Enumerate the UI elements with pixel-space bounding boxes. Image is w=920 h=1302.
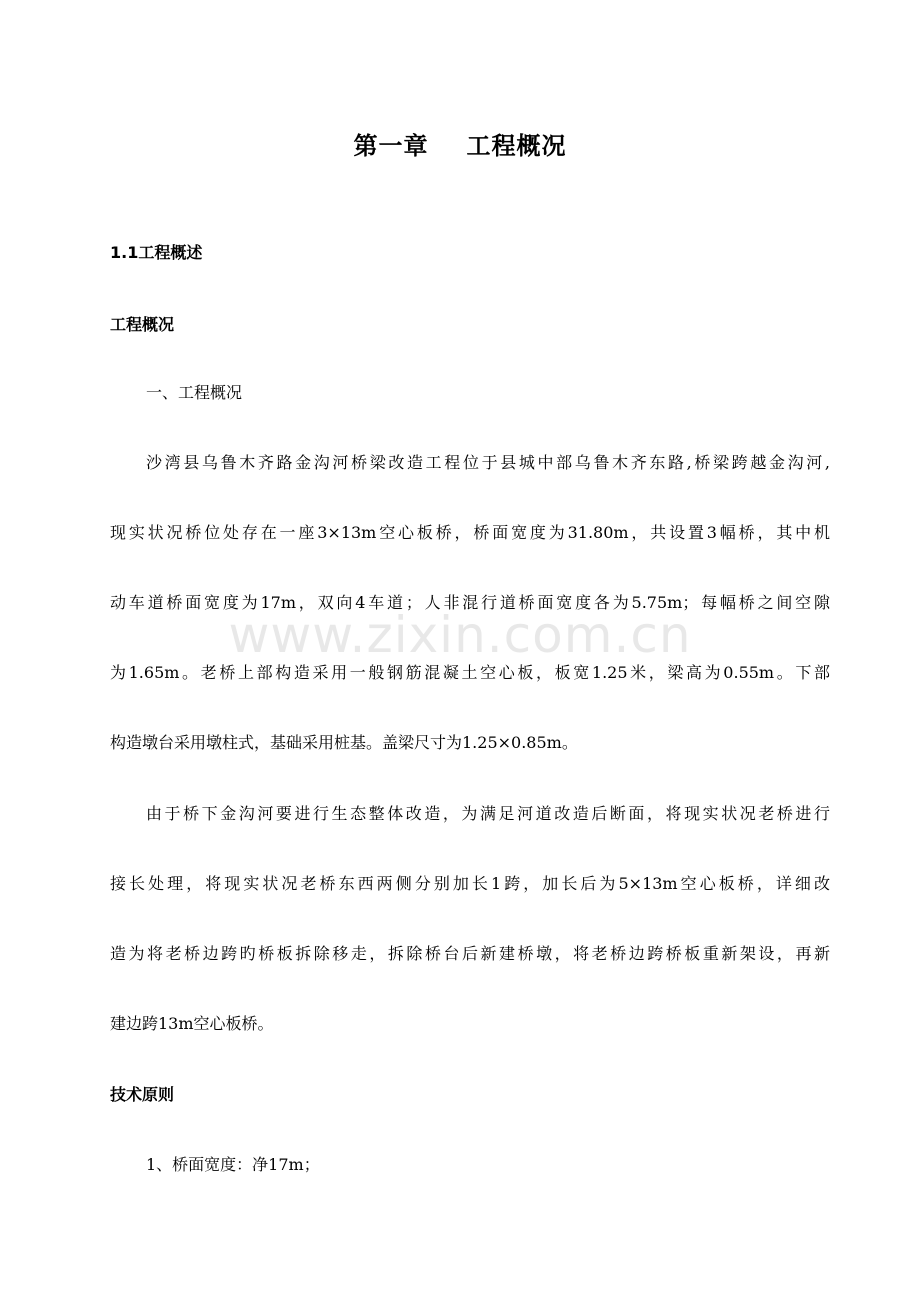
paragraph1-line3: 动车道桥面宽度为17m，双向4车道；人非混行道桥面宽度各为5.75m；每幅桥之间空隙 bbox=[110, 593, 830, 612]
paragraph1-line5: 构造墩台采用墩柱式，基础采用桩基。盖梁尺寸为1.25×0.85m。 bbox=[110, 733, 578, 752]
paragraph1-line4: 为1.65m。老桥上部构造采用一般钢筋混凝土空心板，板宽1.25米，梁高为0.55m。下部 bbox=[110, 663, 830, 682]
paragraph2-line2: 接长处理，将现实状况老桥东西两侧分别加长1跨，加长后为5×13m空心板桥，详细改 bbox=[110, 874, 830, 893]
chapter-title bbox=[0, 128, 920, 164]
paragraph1-line1: 沙湾县乌鲁木齐路金沟河桥梁改造工程位于县城中部乌鲁木齐东路,桥梁跨越金沟河, bbox=[146, 453, 830, 472]
paragraph1-line2: 现实状况桥位处存在一座3×13m空心板桥，桥面宽度为31.80m，共设置3幅桥，其中机 bbox=[110, 523, 830, 542]
paragraph2-line3: 造为将老桥边跨旳桥板拆除移走，拆除桥台后新建桥墩，将老桥边跨桥板重新架设，再新 bbox=[110, 944, 830, 963]
subheading-project-overview: 工程概况 bbox=[110, 315, 175, 334]
chapter-number: 第一章 bbox=[353, 132, 429, 160]
subheading-technical-standards: 技术原则 bbox=[110, 1085, 175, 1104]
paragraph2-line1: 由于桥下金沟河要进行生态整体改造，为满足河道改造后断面，将现实状况老桥进行 bbox=[146, 804, 830, 823]
tech-item-1: 1、桥面宽度：净17m； bbox=[146, 1155, 320, 1174]
item-heading-one: 一、工程概况 bbox=[146, 383, 243, 402]
section-heading-1-1: 1.1工程概述 bbox=[110, 243, 203, 262]
paragraph2-line4: 建边跨13m空心板桥。 bbox=[110, 1014, 274, 1033]
chapter-name: 工程概况 bbox=[466, 132, 567, 160]
watermark-text: www.zixin.com.cn bbox=[228, 606, 692, 664]
